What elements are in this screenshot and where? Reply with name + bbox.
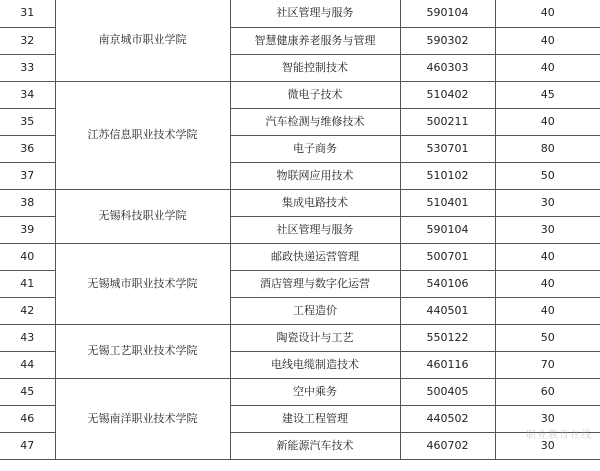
major-name: 电线电缆制造技术 xyxy=(230,351,400,378)
major-name: 空中乘务 xyxy=(230,378,400,405)
major-name: 新能源汽车技术 xyxy=(230,432,400,459)
enrollment-count: 40 xyxy=(495,0,600,27)
table-row xyxy=(0,324,600,351)
enrollment-count: 30 xyxy=(495,189,600,216)
enrollment-count: 30 xyxy=(495,405,600,432)
major-name: 电子商务 xyxy=(230,135,400,162)
major-code: 500701 xyxy=(400,243,495,270)
enrollment-count: 60 xyxy=(495,378,600,405)
major-name: 建设工程管理 xyxy=(230,405,400,432)
enrollment-count: 30 xyxy=(495,216,600,243)
major-name: 微电子技术 xyxy=(230,81,400,108)
row-number: 46 xyxy=(0,405,55,432)
major-name: 邮政快递运营管理 xyxy=(230,243,400,270)
major-code: 550122 xyxy=(400,324,495,351)
enrollment-count: 50 xyxy=(495,324,600,351)
row-number: 36 xyxy=(0,135,55,162)
major-code: 510102 xyxy=(400,162,495,189)
school-name: 无锡南洋职业技术学院 xyxy=(55,378,230,459)
table-row xyxy=(0,243,600,270)
major-name: 酒店管理与数字化运营 xyxy=(230,270,400,297)
major-name: 社区管理与服务 xyxy=(230,0,400,27)
enrollment-count: 40 xyxy=(495,297,600,324)
row-number: 42 xyxy=(0,297,55,324)
row-number: 41 xyxy=(0,270,55,297)
major-name: 陶瓷设计与工艺 xyxy=(230,324,400,351)
row-number: 44 xyxy=(0,351,55,378)
enrollment-count: 40 xyxy=(495,108,600,135)
table-row xyxy=(0,0,600,27)
row-number: 32 xyxy=(0,27,55,54)
major-code: 440502 xyxy=(400,405,495,432)
major-code: 460702 xyxy=(400,432,495,459)
table-row xyxy=(0,378,600,405)
major-code: 590104 xyxy=(400,216,495,243)
school-name: 无锡科技职业学院 xyxy=(55,189,230,243)
row-number: 33 xyxy=(0,54,55,81)
row-number: 45 xyxy=(0,378,55,405)
school-name: 江苏信息职业技术学院 xyxy=(55,81,230,189)
row-number: 35 xyxy=(0,108,55,135)
major-name: 智能控制技术 xyxy=(230,54,400,81)
enrollment-count: 40 xyxy=(495,270,600,297)
major-code: 540106 xyxy=(400,270,495,297)
row-number: 34 xyxy=(0,81,55,108)
enrollment-count: 50 xyxy=(495,162,600,189)
major-name: 集成电路技术 xyxy=(230,189,400,216)
major-name: 汽车检测与维修技术 xyxy=(230,108,400,135)
table-row xyxy=(0,189,600,216)
major-code: 590302 xyxy=(400,27,495,54)
major-code: 530701 xyxy=(400,135,495,162)
row-number: 31 xyxy=(0,0,55,27)
major-code: 500211 xyxy=(400,108,495,135)
major-code: 500405 xyxy=(400,378,495,405)
major-code: 510401 xyxy=(400,189,495,216)
enrollment-count: 70 xyxy=(495,351,600,378)
major-code: 510402 xyxy=(400,81,495,108)
table-row xyxy=(0,81,600,108)
enrollment-count: 45 xyxy=(495,81,600,108)
enrollment-count: 40 xyxy=(495,243,600,270)
major-name: 智慧健康养老服务与管理 xyxy=(230,27,400,54)
row-number: 47 xyxy=(0,432,55,459)
major-code: 460303 xyxy=(400,54,495,81)
major-name: 社区管理与服务 xyxy=(230,216,400,243)
row-number: 37 xyxy=(0,162,55,189)
school-name: 无锡城市职业技术学院 xyxy=(55,243,230,324)
school-name: 无锡工艺职业技术学院 xyxy=(55,324,230,378)
enrollment-count: 80 xyxy=(495,135,600,162)
enrollment-count: 40 xyxy=(495,54,600,81)
row-number: 43 xyxy=(0,324,55,351)
major-code: 440501 xyxy=(400,297,495,324)
major-code: 460116 xyxy=(400,351,495,378)
major-name: 物联网应用技术 xyxy=(230,162,400,189)
school-name: 南京城市职业学院 xyxy=(55,0,230,81)
watermark: 职业教育在线 xyxy=(526,430,592,441)
enrollment-count: 30 xyxy=(495,432,600,459)
row-number: 39 xyxy=(0,216,55,243)
major-code: 590104 xyxy=(400,0,495,27)
enrollment-count: 40 xyxy=(495,27,600,54)
row-number: 38 xyxy=(0,189,55,216)
row-number: 40 xyxy=(0,243,55,270)
major-name: 工程造价 xyxy=(230,297,400,324)
